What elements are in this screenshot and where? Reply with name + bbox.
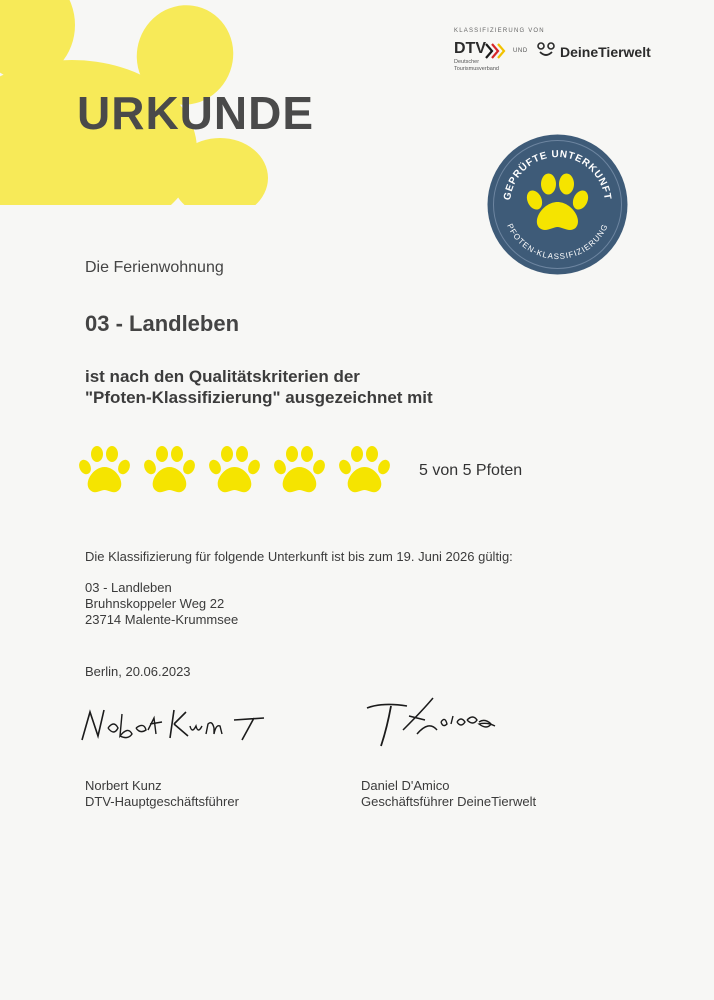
seal-top-text: GEPRÜFTE UNTERKUNFT [502,148,613,201]
signature-daniel-damico [363,690,508,752]
award-statement-line-1: ist nach den Qualitätskriterien der [85,367,360,386]
rating-text: 5 von 5 Pfoten [419,462,523,479]
address-line-name: 03 - Landleben [85,580,172,595]
dtv-subtitle: Deutscher Tourismusverband [454,59,499,72]
address-line-city: 23714 Malente-Krummsee [85,612,239,627]
branding-header [454,28,674,88]
rating-paw-icon [143,445,196,497]
award-statement [85,366,433,408]
property-name: 03 - Landleben [85,311,240,336]
classification-by-label: KLASSIFIZIERUNG VON [454,28,545,34]
rating-paw-icon [338,445,391,497]
page-title: URKUNDE [77,87,314,139]
and-label: UND [513,48,528,54]
rating-paw-icon [78,445,131,497]
place-and-date: Berlin, 20.06.2023 [85,664,191,679]
property-address [85,580,238,628]
signatory-2 [361,778,536,810]
signatory-1 [85,778,239,810]
rating-paw-icon [208,445,261,497]
property-type-label: Die Ferienwohnung [85,259,224,276]
signature-norbert-kunz [78,700,273,748]
signatory-2-name: Daniel D'Amico [361,778,450,793]
seal-bottom-text: PFOTEN-KLASSIFIZIERUNG [505,222,610,262]
rating-paw-icon [273,445,326,497]
quality-seal [486,133,629,276]
paw-rating [78,445,403,502]
signatory-1-role: DTV-Hauptgeschäftsführer [85,794,239,809]
signatory-2-role: Geschäftsführer DeineTierwelt [361,794,537,809]
address-line-street: Bruhnskoppeler Weg 22 [85,596,225,611]
signatory-1-name: Norbert Kunz [85,778,162,793]
partner-logo: DeineTierwelt [560,44,651,60]
validity-statement: Die Klassifizierung für folgende Unterkunft ist bis zum 19. Juni 2026 gültig: [85,549,513,564]
paw-face-icon [536,41,556,59]
dtv-logo: DTV [454,40,486,57]
dtv-chevron-icon [484,42,506,60]
award-statement-line-2: "Pfoten-Klassifizierung" ausgezeichnet mit [85,388,433,407]
